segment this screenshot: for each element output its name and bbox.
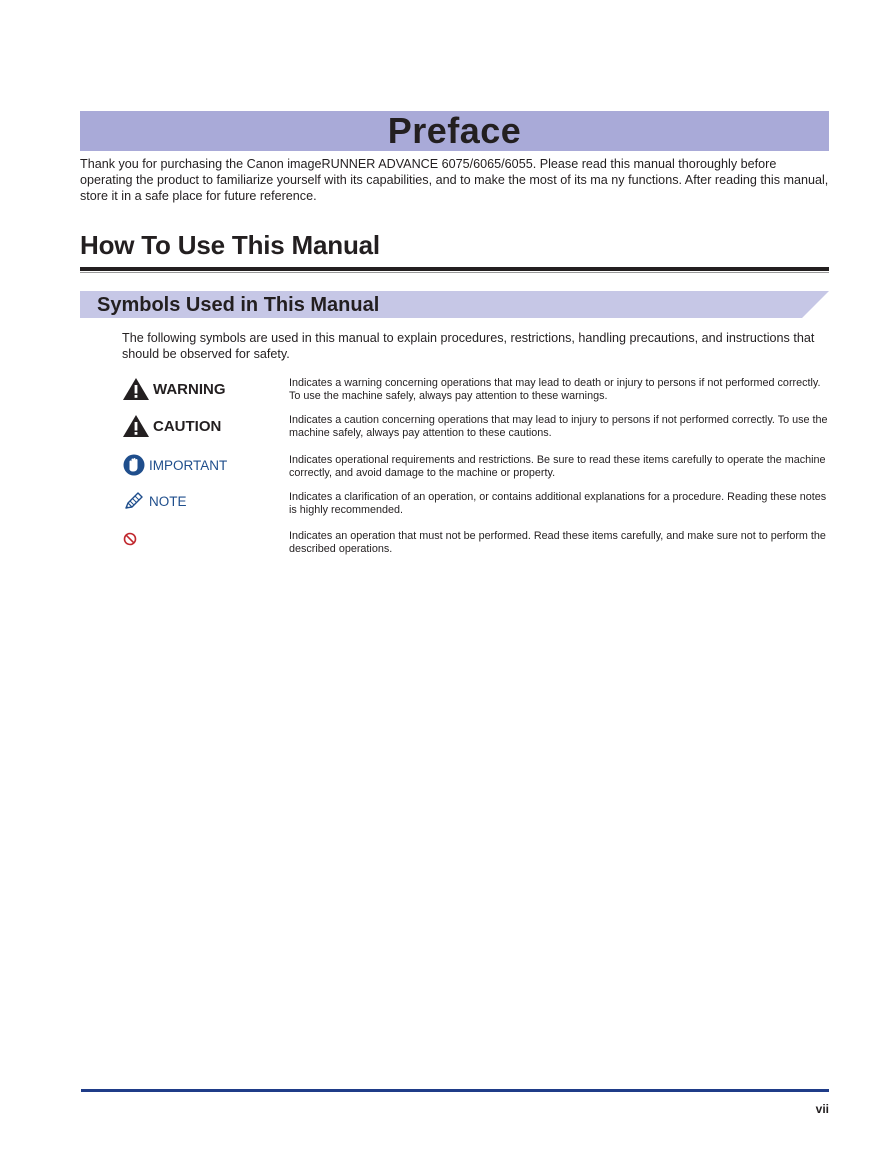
symbol-description: Indicates a clarification of an operation, or contains additional explanations for a procedure. Reading these notes is highly recommended. [289, 491, 827, 516]
caution-triangle-icon [122, 414, 150, 438]
symbol-label-important [122, 452, 227, 478]
symbol-row-prohibited [122, 528, 832, 558]
stop-hand-icon [122, 453, 146, 477]
symbol-label-caution [122, 413, 221, 439]
symbol-label-text: IMPORTANT [149, 457, 228, 473]
subsection-heading: Symbols Used in This Manual [97, 294, 380, 316]
symbol-description: Indicates operational requirements and restrictions. Be sure to read these items carefully to operate the machine correctly, and avoid damage to the machine or property. [289, 454, 826, 479]
symbol-row-note [122, 488, 832, 518]
symbol-label-text: NOTE [149, 493, 187, 509]
preface-banner [80, 111, 829, 151]
footer-rule [81, 1089, 829, 1092]
page-title: Preface [387, 110, 522, 151]
symbol-description: Indicates an operation that must not be performed. Read these items carefully, and make sure not to perform the described operations. [289, 530, 826, 555]
prohibited-icon [122, 531, 138, 547]
section-heading-rule-thin [80, 272, 829, 273]
symbol-label-text: WARNING [153, 380, 226, 398]
symbol-row-important [122, 452, 832, 482]
symbol-row-warning [122, 376, 832, 406]
preface-intro: Thank you for purchasing the Canon imageRUNNER ADVANCE 6075/6065/6055. Please read this manual thoroughly before operating the product to familiarize yourself with its capabilities, and to make the most of its ma ny functions. After reading this manual, store it in a safe place for future reference. [80, 157, 829, 203]
page-number: vii [815, 1102, 829, 1116]
section-heading-rule [80, 267, 829, 271]
section-heading: How To Use This Manual [80, 230, 380, 260]
symbol-label-prohibited [122, 528, 138, 550]
symbol-description: Indicates a caution concerning operations that may lead to injury to persons if not performed correctly. To use the machine safely, always pay attention to these cautions. [289, 414, 828, 439]
symbol-label-warning [122, 376, 226, 402]
symbol-row-caution [122, 413, 832, 443]
symbol-description: Indicates a warning concerning operations that may lead to death or injury to persons if not performed correctly. To use the machine safely, always pay attention to these warnings. [289, 377, 821, 402]
pencil-icon [122, 489, 146, 513]
symbol-label-note [122, 488, 187, 514]
symbols-lead-text: The following symbols are used in this manual to explain procedures, restrictions, handling precautions, and instructions that should be observed for safety. [122, 331, 815, 361]
warning-triangle-icon [122, 377, 150, 401]
symbol-label-text: CAUTION [153, 417, 222, 435]
